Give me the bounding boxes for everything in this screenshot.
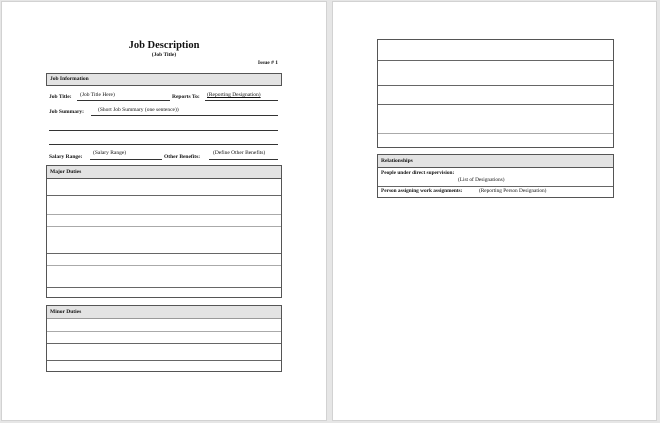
- salary-range-label: Salary Range:: [49, 154, 83, 160]
- relationships-header: Relationships: [378, 155, 613, 168]
- major-duty-row-line: [47, 265, 281, 266]
- major-duties-table: [46, 165, 282, 298]
- reports-to-underline: [205, 100, 278, 101]
- major-duty-row-line: [47, 253, 281, 254]
- minor-duties-header: Minor Duties: [47, 306, 281, 319]
- other-benefits-label: Other Benefits:: [164, 154, 201, 160]
- job-information-section: [46, 73, 282, 86]
- minor-duty-row-line: [47, 343, 281, 344]
- other-benefits-field[interactable]: (Define Other Benefits): [213, 150, 266, 156]
- continuation-row-line: [378, 133, 613, 134]
- reports-to-label: Reports To:: [172, 94, 200, 100]
- assigner-field[interactable]: (Reporting Person Designation): [479, 188, 547, 194]
- reports-to-field[interactable]: (Reporting Designation): [207, 92, 261, 98]
- job-title-label: Job Title:: [49, 94, 72, 100]
- job-summary-underline: [91, 115, 278, 116]
- supervision-label: People under direct supervision:: [381, 170, 455, 176]
- document-subtitle: (Job Title): [151, 52, 177, 58]
- job-summary-line-2: [49, 130, 278, 131]
- job-summary-line-3: [49, 144, 278, 145]
- page-2: [333, 2, 656, 420]
- continuation-row-line: [378, 60, 613, 61]
- continuation-table: [377, 39, 614, 148]
- major-duty-row-line: [47, 287, 281, 288]
- other-benefits-underline: [209, 159, 278, 160]
- salary-range-field[interactable]: (Salary Range): [93, 150, 127, 156]
- minor-duties-table: [46, 305, 282, 372]
- minor-duty-row-line: [47, 331, 281, 332]
- job-summary-label: Job Summary:: [49, 109, 84, 115]
- relationships-row-line: [378, 186, 613, 187]
- major-duty-row-line: [47, 214, 281, 215]
- job-summary-field[interactable]: (Short Job Summary (one sentence)): [98, 107, 179, 113]
- job-title-underline: [77, 100, 170, 101]
- major-duty-row-line: [47, 195, 281, 196]
- issue-number: Issue # 1: [257, 60, 278, 66]
- job-title-field[interactable]: (Job Title Here): [80, 92, 115, 98]
- assigner-label: Person assigning work assignments:: [381, 188, 463, 194]
- continuation-row-line: [378, 85, 613, 86]
- job-information-header: Job Information: [47, 74, 281, 85]
- relationships-table: [377, 154, 614, 198]
- document-title: Job Description: [128, 40, 200, 51]
- major-duties-header: Major Duties: [47, 166, 281, 179]
- continuation-row-line: [378, 104, 613, 105]
- salary-range-underline: [90, 159, 162, 160]
- major-duty-row-line: [47, 226, 281, 227]
- supervision-field[interactable]: (List of Designations): [458, 177, 505, 183]
- page-1: [2, 2, 326, 420]
- minor-duty-row-line: [47, 360, 281, 361]
